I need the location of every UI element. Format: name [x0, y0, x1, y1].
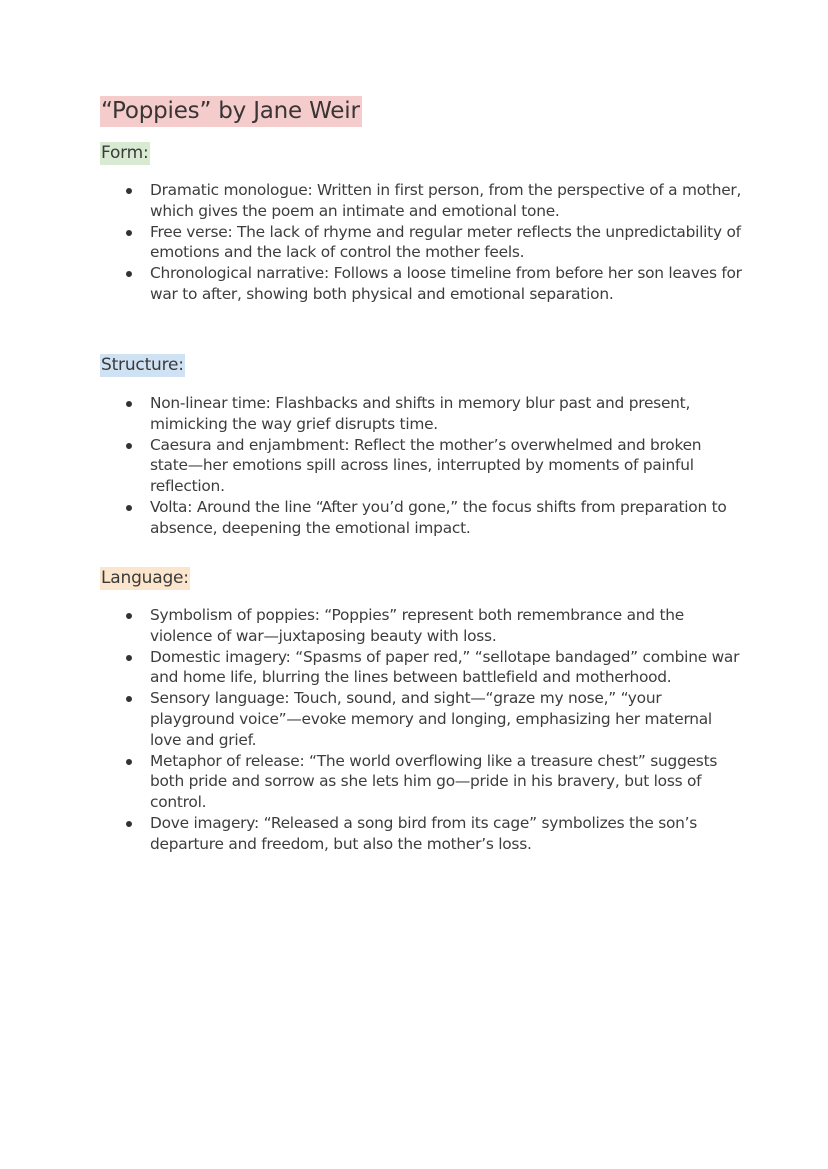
- form-list: [122, 180, 742, 305]
- list-item: [122, 263, 742, 305]
- section-heading-structure: Structure:: [101, 355, 184, 375]
- list-item-text: Caesura and enjambment: Reflect the mother’s overwhelmed and broken state—her emotions spill across lines, interrupted by moments of painful reflection.: [150, 435, 702, 496]
- bullet-icon: [126, 696, 132, 702]
- bullet-icon: [126, 188, 132, 194]
- list-item-text: Domestic imagery: “Spasms of paper red,” “sellotape bandaged” combine war and home life, blurring the lines between battlefield and motherhood.: [150, 647, 740, 687]
- bullet-icon: [126, 759, 132, 765]
- list-item-text: Dramatic monologue: Written in first person, from the perspective of a mother, which gives the poem an intimate and emotional tone.: [150, 181, 742, 220]
- list-item: [122, 647, 742, 689]
- bullet-icon: [126, 271, 132, 277]
- bullet-icon: [126, 655, 132, 661]
- list-item: [122, 180, 742, 222]
- list-item-text: Symbolism of poppies: “Poppies” represent both remembrance and the violence of war—juxtaposing beauty with loss.: [150, 606, 684, 645]
- document-title: “Poppies” by Jane Weir: [100, 96, 362, 127]
- list-item: [122, 751, 742, 813]
- list-item-text: Non-linear time: Flashbacks and shifts in memory blur past and present, mimicking the way grief disrupts time.: [150, 394, 691, 433]
- list-item-text: Volta: Around the line “After you’d gone,” the focus shifts from preparation to absence, deepening the emotional impact.: [150, 497, 727, 537]
- list-item-text: Metaphor of release: “The world overflowing like a treasure chest” suggests both pride and sorrow as she lets him go—pride in his bravery, but loss of control.: [150, 751, 718, 812]
- list-item-text: Sensory language: Touch, sound, and sight—“graze my nose,” “your playground voice”—evoke memory and longing, emphasizing her maternal love and grief.: [150, 689, 712, 749]
- list-item: [122, 435, 742, 497]
- language-list: [122, 605, 742, 855]
- list-item: [122, 393, 742, 435]
- list-item-text: Free verse: The lack of rhyme and regular meter reflects the unpredictability of emotions and the lack of control the mother feels.: [150, 222, 741, 262]
- list-item: [122, 605, 742, 647]
- bullet-icon: [126, 821, 132, 827]
- list-item: [122, 813, 742, 855]
- list-item: [122, 688, 742, 750]
- bullet-icon: [126, 505, 132, 511]
- list-item: [122, 497, 742, 539]
- list-item-text: Dove imagery: “Released a song bird from its cage” symbolizes the son’s departure and freedom, but also the mother’s loss.: [150, 813, 698, 853]
- bullet-icon: [126, 613, 132, 619]
- section-heading-form: Form:: [101, 143, 149, 163]
- bullet-icon: [126, 401, 132, 407]
- bullet-icon: [126, 443, 132, 449]
- section-heading-language: Language:: [101, 568, 189, 588]
- list-item-text: Chronological narrative: Follows a loose timeline from before her son leaves for war to after, showing both physical and emotional separation.: [150, 264, 742, 303]
- list-item: [122, 222, 742, 264]
- structure-list: [122, 393, 742, 539]
- bullet-icon: [126, 230, 132, 236]
